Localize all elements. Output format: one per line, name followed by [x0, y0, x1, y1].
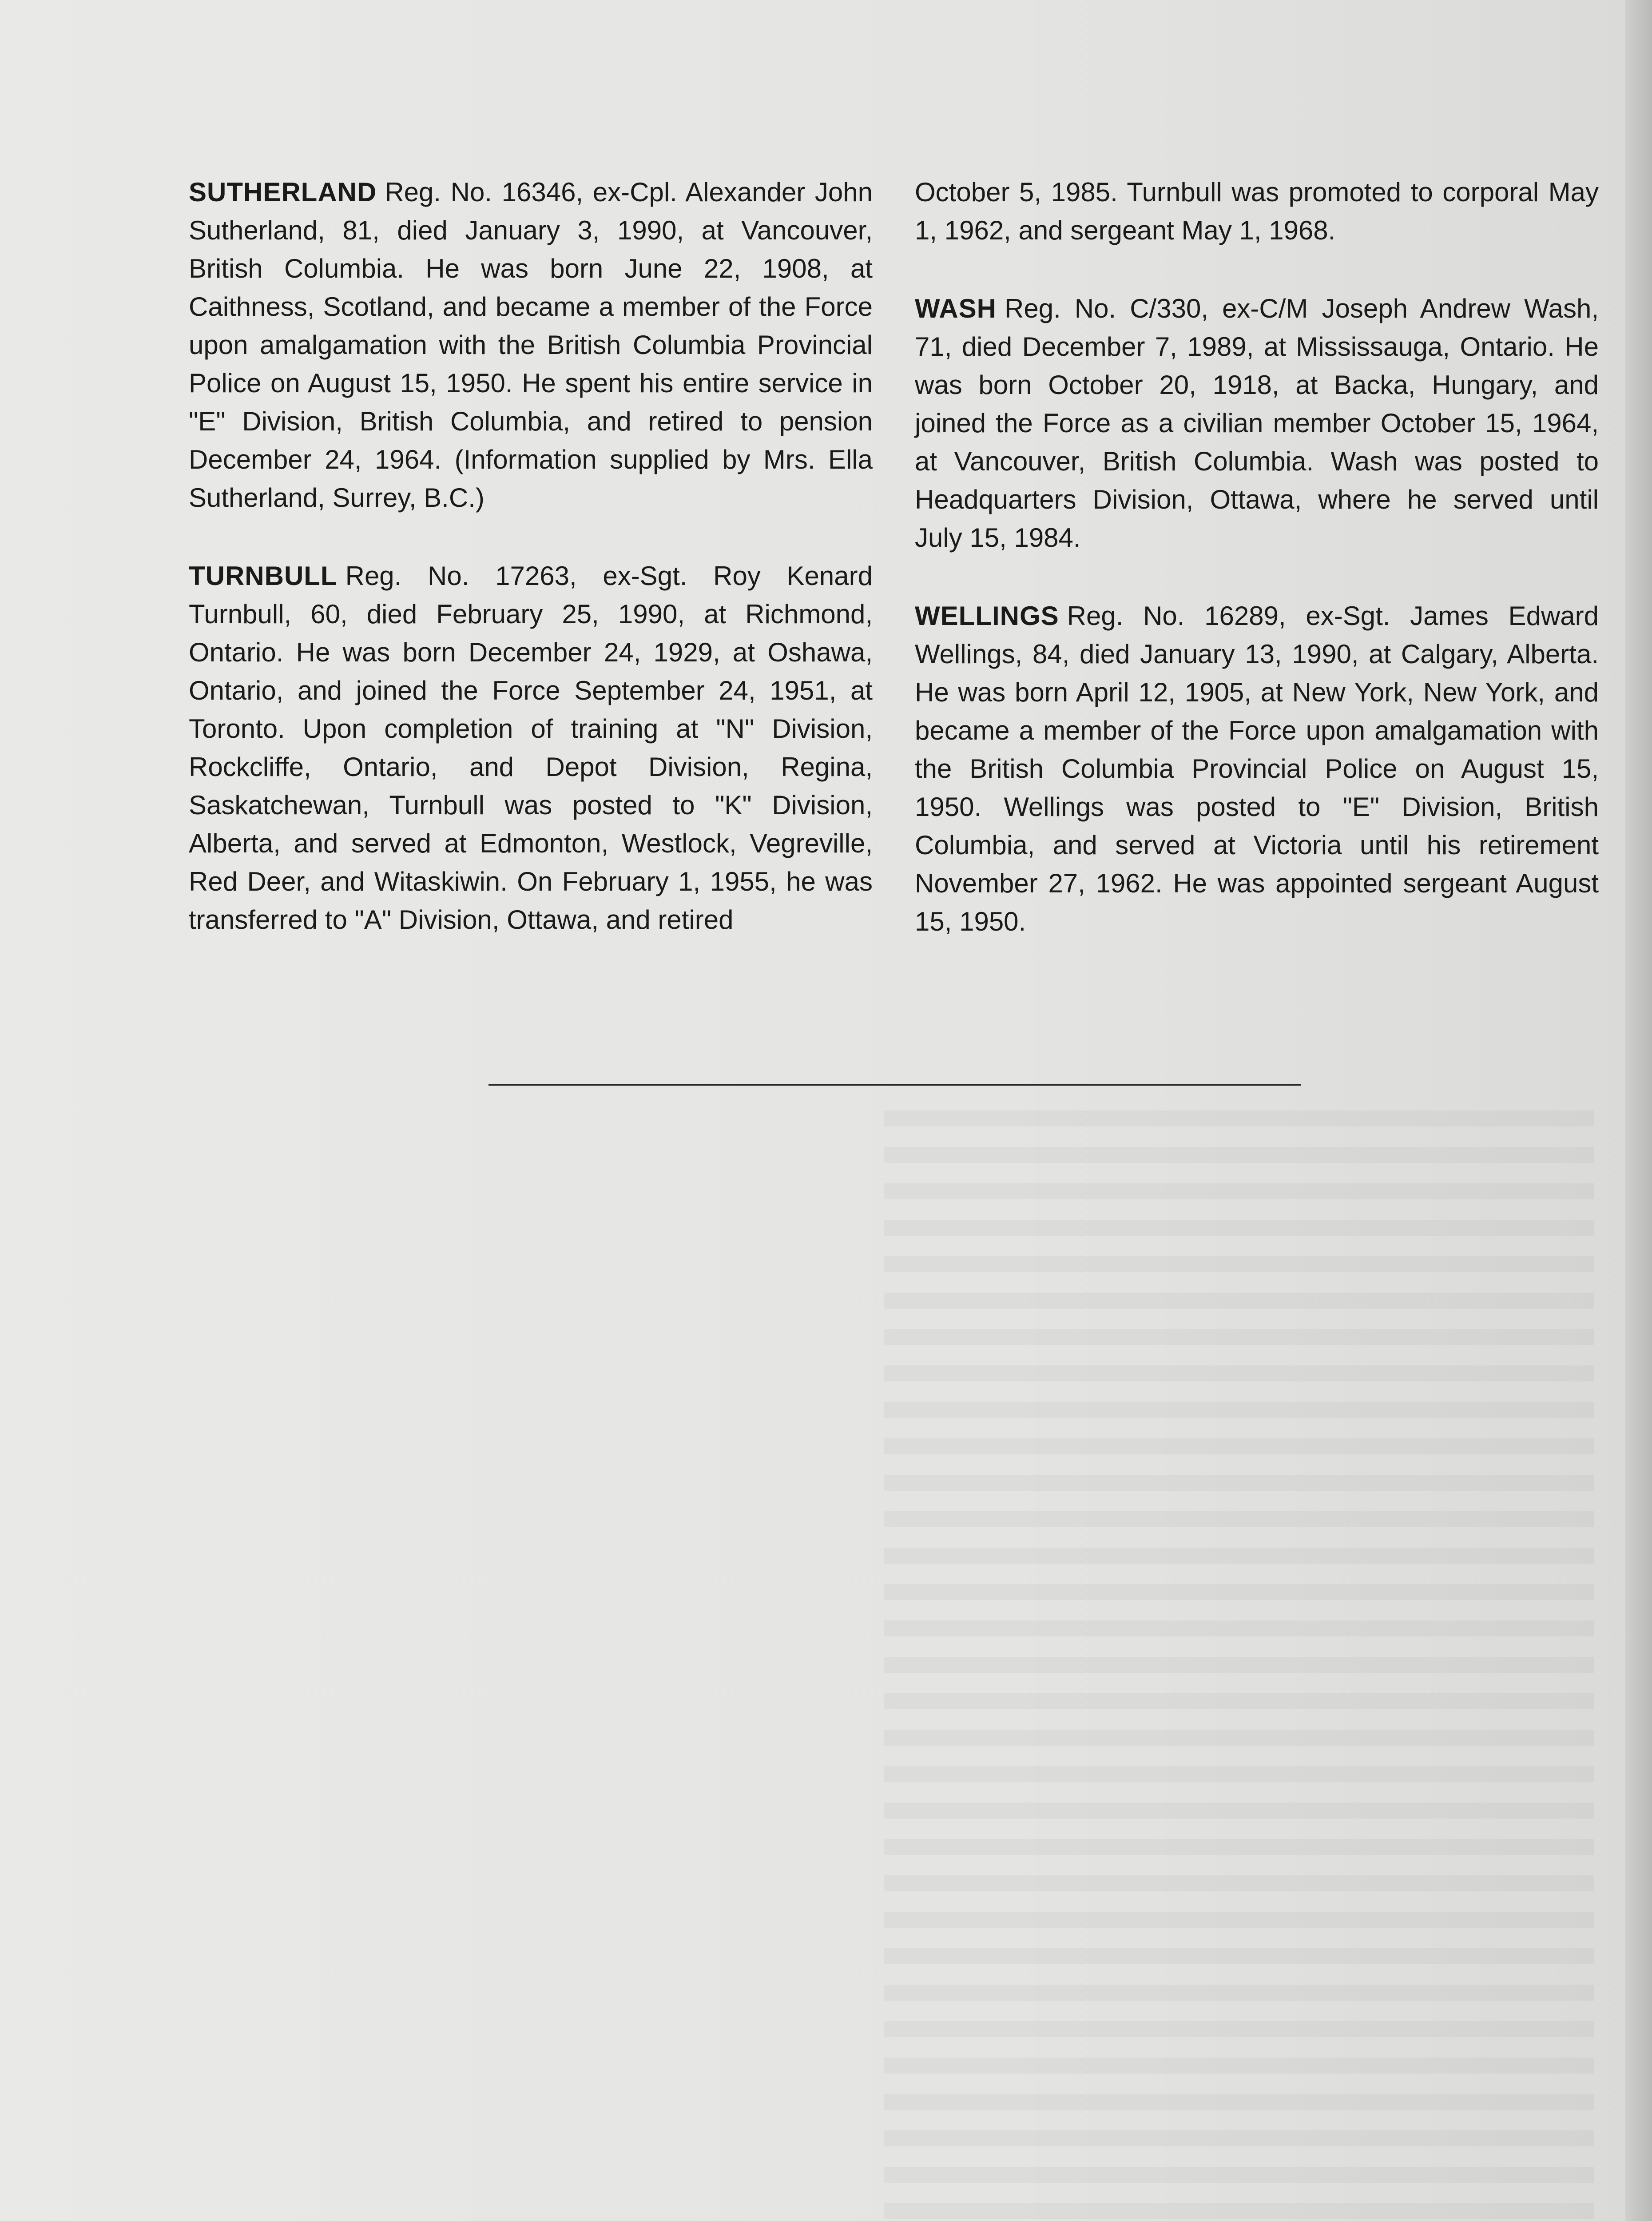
- entry-surname: SUTHERLAND: [189, 177, 377, 207]
- continuation-text: October 5, 1985. Turnbull was promoted to corporal May 1, 1962, and sergeant May 1, 1968.: [915, 177, 1599, 245]
- entry-surname: WASH: [915, 294, 997, 323]
- entry-paragraph: [189, 557, 873, 939]
- left-column: [189, 173, 873, 979]
- right-column: [915, 173, 1599, 981]
- obituary-continuation: [915, 173, 1599, 250]
- entry-paragraph: [915, 290, 1599, 557]
- entry-surname: TURNBULL: [189, 561, 338, 591]
- entry-paragraph: [189, 173, 873, 517]
- page-spine-shadow: [1625, 0, 1652, 2221]
- obituary-entry: [189, 557, 873, 939]
- entry-surname: WELLINGS: [915, 601, 1059, 631]
- entry-body: Reg. No. 16346, ex-Cpl. Alexander John Sutherland, 81, died January 3, 1990, at Vancouver, British Columbia. He was born June 22, 1908, at Caithness, Scotland, and became a member of the Force upon amalgamation with the British Columbia Provincial Police on August 15, 1950. He spent his entire service in "E" Division, British Columbia, and retired to pension December 24, 1964. (Information supplied by Mrs. Ella Sutherland, Surrey, B.C.): [189, 177, 873, 513]
- obituary-entry: [915, 290, 1599, 557]
- entry-paragraph: [915, 597, 1599, 941]
- obituary-entry: [189, 173, 873, 517]
- section-divider: [488, 1084, 1301, 1086]
- obituary-entry: [915, 597, 1599, 941]
- show-through-text: [884, 1110, 1594, 2221]
- entry-body: Reg. No. 16289, ex-Sgt. James Edward Wellings, 84, died January 13, 1990, at Calgary, Alberta. He was born April 12, 1905, at New York, New York, and became a member of the Force upon amalgamation with the British Columbia Provincial Police on August 15, 1950. Wellings was posted to "E" Division, British Columbia, and served at Victoria until his retirement November 27, 1962. He was appointed sergeant August 15, 1950.: [915, 601, 1599, 936]
- entry-body: Reg. No. C/330, ex-C/M Joseph Andrew Wash, 71, died December 7, 1989, at Mississauga, Ontario. He was born October 20, 1918, at Backa, Hungary, and joined the Force as a civilian member October 15, 1964, at Vancouver, British Columbia. Wash was posted to Headquarters Division, Ottawa, where he served until July 15, 1984.: [915, 294, 1599, 553]
- entry-body: Reg. No. 17263, ex-Sgt. Roy Kenard Turnbull, 60, died February 25, 1990, at Richmond, Ontario. He was born December 24, 1929, at Oshawa, Ontario, and joined the Force September 24, 1951, at Toronto. Upon completion of training at "N" Division, Rockcliffe, Ontario, and Depot Division, Regina, Saskatchewan, Turnbull was posted to "K" Division, Alberta, and served at Edmonton, Westlock, Vegreville, Red Deer, and Witaskiwin. On February 1, 1955, he was transferred to "A" Division, Ottawa, and retired: [189, 561, 873, 935]
